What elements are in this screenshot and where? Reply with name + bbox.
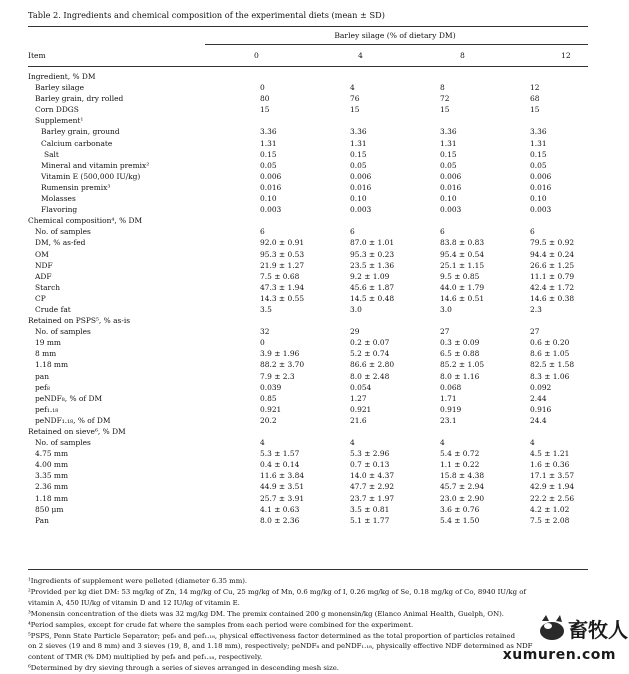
row-label: Vitamin E (500,000 IU/kg) [41,171,141,181]
row-label: 3.35 mm [35,471,69,481]
row-value: 7.9 ± 2.3 [260,371,295,381]
row-value: 25.1 ± 1.15 [440,260,485,270]
row-value: 95.3 ± 0.23 [350,249,395,259]
row-value: 14.6 ± 0.51 [440,293,485,303]
row-value: 86.6 ± 2.80 [350,360,395,370]
row-value: 0.6 ± 0.20 [530,338,570,348]
table-row [28,293,588,304]
row-value [318,215,408,226]
row-value: 0.016 [530,182,552,192]
footnote-line: ¹Ingredients of supplement were pelleted (diameter 6.35 mm). [28,577,248,585]
row-value: 80 [260,94,270,104]
row-value: 0.10 [260,194,277,204]
row-value: 0.016 [440,182,462,192]
row-value: 12 [530,83,540,93]
row-value: 26.6 ± 1.25 [530,260,575,270]
row-label: Crude fat [35,304,71,314]
row-value: 42.9 ± 1.94 [530,482,575,492]
row-value: 21.9 ± 1.27 [260,260,305,270]
table-row [28,404,588,415]
row-label: No. of samples [35,438,91,448]
row-value: 95.4 ± 0.54 [440,249,485,259]
row-value: 0.092 [530,382,552,392]
row-value: 3.6 ± 0.76 [440,504,480,514]
row-value: 15 [350,105,360,115]
row-value: 45.7 ± 2.94 [440,482,485,492]
table-row [28,149,588,160]
row-value: 27 [530,327,540,337]
row-value: 3.5 ± 0.81 [350,504,390,514]
row-value: 14.6 ± 0.38 [530,293,575,303]
row-value: 20.2 [260,415,277,425]
row-label: Barley silage [35,83,84,93]
footnote-line: content of TMR (% DM) multiplied by pef₈ and pef₁.₁₈, respectively. [28,653,263,662]
watermark-logo-icon [536,607,628,647]
row-value: 4 [350,83,355,93]
row-value: 4 [260,438,265,448]
row-value: 5.1 ± 1.77 [350,515,390,525]
row-value [408,215,498,226]
row-value: 87.0 ± 1.01 [350,238,395,248]
row-value: 0.016 [260,182,282,192]
row-label: No. of samples [35,227,91,237]
row-value: 95.3 ± 0.53 [260,249,305,259]
table-row [28,348,588,359]
row-value: 14.3 ± 0.55 [260,293,305,303]
row-label: Chemical composition⁴, % DM [28,216,143,226]
row-value: 24.4 [530,415,547,425]
row-label: 19 mm [35,338,61,348]
row-value: 1.27 [350,393,367,403]
row-value: 23.7 ± 1.97 [350,493,395,503]
row-value: 0.006 [350,171,372,181]
table-row [28,315,588,326]
row-label: Flavoring [41,205,78,215]
row-value: 4 [350,438,355,448]
row-label: Retained on PSPS⁵, % as-is [28,316,131,326]
table-row [28,515,588,526]
row-value: 17.1 ± 3.57 [530,471,575,481]
row-value [318,426,408,437]
table-row [28,249,588,260]
row-value: 5.2 ± 0.74 [350,349,390,359]
footnote-line: on 2 sieves (19 and 8 mm) and 3 sieves (19, 8, and 1.18 mm), respectively; peNDF₈ and peNDF₁.₁₈, physically effective NDF determined as NDF [28,642,533,651]
row-value [498,115,588,126]
table-row [28,115,588,126]
row-value: 4 [530,438,535,448]
watermark [482,607,628,669]
row-label: Barley grain, dry rolled [35,94,124,104]
row-value: 1.31 [350,138,367,148]
row-value: 8.6 ± 1.05 [530,349,570,359]
row-value: 0.068 [440,382,462,392]
row-value: 1.31 [440,138,457,148]
table-row [28,459,588,470]
row-value: 22.2 ± 2.56 [530,493,575,503]
row-value [408,115,498,126]
row-value: 0.916 [530,404,552,414]
footnote-line: ⁴Period samples, except for crude fat where the samples from each period were combined for the experiment. [28,620,414,629]
row-value [228,426,318,437]
row-value: 15 [440,105,450,115]
row-value: 0 [260,83,265,93]
row-label: Salt [44,149,59,159]
row-label: 850 μm [35,504,64,514]
row-value: 0.15 [260,149,277,159]
row-value [228,315,318,326]
table-row [28,193,588,204]
row-label: Supplement¹ [35,116,84,126]
row-label: Ingredient, % DM [28,72,96,81]
table-row [28,282,588,293]
table-row [28,504,588,515]
row-value: 5.4 ± 0.72 [440,449,480,459]
footnote-line: ⁵PSPS, Penn State Particle Separator; pef₈ and pef₁.₁₈, physical effectiveness factor determined as the total proportion of particles retained [28,631,515,640]
row-value [498,215,588,226]
group-rule [205,44,588,45]
row-label: pef₁.₁₈ [35,404,59,414]
row-value: 47.7 ± 2.92 [350,482,395,492]
row-value [408,315,498,326]
row-value [498,426,588,437]
row-value: 21.6 [350,415,367,425]
row-value: 0.10 [530,194,547,204]
row-value: 6 [350,227,355,237]
svg-text:畜牧人: 畜牧人 [568,618,628,642]
row-label: NDF [35,260,53,270]
footnote-line: ⁶Determined by dry sieving through a series of sieves arranged in descending mesh size. [28,664,339,673]
row-value: 0.15 [440,149,457,159]
row-value: 8.0 ± 2.48 [350,371,390,381]
table-row [28,215,588,226]
table-row [28,304,588,315]
watermark-text: xumuren.com [502,647,616,663]
footnote-line: ²Provided per kg diet DM: 53 mg/kg of Zn, 14 mg/kg of Cu, 25 mg/kg of Mn, 0.6 mg/kg of I, 0.26 mg/kg of Se, 0.18 mg/kg of Co, 8940 IU/kg of [28,587,526,596]
table-row [28,271,588,282]
row-value: 4.2 ± 1.02 [530,504,570,514]
row-value: 0.919 [440,404,462,414]
item-header: Item [28,51,46,60]
row-value: 3.0 [440,304,452,314]
table-row [28,393,588,404]
row-value: 8 [440,83,445,93]
row-value: 45.6 ± 1.87 [350,282,395,292]
table-row [28,126,588,137]
row-value: 0.3 ± 0.09 [440,338,480,348]
table-row [28,470,588,481]
row-value [318,315,408,326]
table-row [28,82,588,93]
row-value: 2.44 [530,393,547,403]
row-value: 3.9 ± 1.96 [260,349,300,359]
row-value [408,71,498,82]
table-row [28,182,588,193]
table-row [28,326,588,337]
table-row [28,382,588,393]
row-value: 1.1 ± 0.22 [440,460,480,470]
table-title: Table 2. Ingredients and chemical composition of the experimental diets (mean ± SD) [28,10,385,20]
row-label: peNDF₈, % of DM [35,393,103,403]
row-value: 0.4 ± 0.14 [260,460,300,470]
row-value [228,71,318,82]
row-value: 0.7 ± 0.13 [350,460,390,470]
row-value: 0.006 [260,171,282,181]
row-value: 0.003 [530,205,552,215]
row-label: Barley grain, ground [41,127,120,137]
row-value: 25.7 ± 3.91 [260,493,305,503]
row-value [228,215,318,226]
table-row [28,337,588,348]
row-label: OM [35,249,49,259]
row-value: 42.4 ± 1.72 [530,282,575,292]
row-value: 7.5 ± 0.68 [260,271,300,281]
row-value: 0.2 ± 0.07 [350,338,390,348]
row-value: 0.016 [350,182,372,192]
table-row [28,160,588,171]
row-value: 2.3 [530,304,542,314]
row-value: 0.05 [440,160,457,170]
row-value: 6 [260,227,265,237]
row-value: 0.10 [350,194,367,204]
row-value: 1.31 [530,138,547,148]
row-value: 0 [260,338,265,348]
table-row [28,448,588,459]
row-value: 0.006 [530,171,552,181]
row-value: 0.05 [350,160,367,170]
table-row [28,481,588,492]
row-value: 15 [530,105,540,115]
table-row [28,359,588,370]
row-value: 1.71 [440,393,457,403]
table-row [28,260,588,271]
row-value: 6.5 ± 0.88 [440,349,480,359]
top-rule [28,26,588,27]
row-value: 6 [530,227,535,237]
row-label: 1.18 mm [35,360,69,370]
row-label: Rumensin premix³ [41,182,111,192]
row-label: Molasses [41,194,76,204]
row-value: 27 [440,327,450,337]
row-label: Corn DDGS [35,105,79,115]
row-label: ADF [35,271,52,281]
row-label: Pan [35,515,49,525]
row-value: 9.2 ± 1.09 [350,271,390,281]
row-value: 32 [260,327,270,337]
row-value: 0.006 [440,171,462,181]
row-value: 5.3 ± 2.96 [350,449,390,459]
table-row [28,426,588,437]
row-value: 15 [260,105,270,115]
row-value: 0.921 [350,404,372,414]
row-value: 4.1 ± 0.63 [260,504,300,514]
row-label: 4.00 mm [35,460,69,470]
row-value [498,315,588,326]
table-row [28,237,588,248]
row-value: 0.15 [350,149,367,159]
row-value: 8.0 ± 2.36 [260,515,300,525]
row-value: 47.3 ± 1.94 [260,282,305,292]
row-value: 9.5 ± 0.85 [440,271,480,281]
row-label: 4.75 mm [35,449,69,459]
row-value: 0.05 [530,160,547,170]
row-value: 23.1 [440,415,457,425]
table-row [28,104,588,115]
row-value [318,71,408,82]
table-row [28,171,588,182]
row-value: 3.36 [260,127,277,137]
footnote-line: vitamin A, 450 IU/kg of vitamin D and 12 IU/kg of vitamin E. [28,598,240,607]
row-label: Retained on sieve⁶, % DM [28,427,126,436]
row-value: 79.5 ± 0.92 [530,238,575,248]
row-value: 1.6 ± 0.36 [530,460,570,470]
row-value [228,115,318,126]
row-label: 1.18 mm [35,493,69,503]
row-value [498,71,588,82]
table-body [28,71,588,526]
row-label: Starch [35,282,61,292]
row-value: 3.36 [530,127,547,137]
row-value: 0.15 [530,149,547,159]
row-value: 0.039 [260,382,282,392]
row-value: 72 [440,94,450,104]
table-row [28,138,588,149]
row-label: pan [35,371,49,381]
row-value: 85.2 ± 1.05 [440,360,485,370]
footnote-line: ³Monensin concentration of the diets was 32 mg/kg DM. The premix contained 200 g monensin/kg (Elanco Animal Health, Guelph, ON). [28,609,504,618]
row-value: 6 [440,227,445,237]
row-value: 15.8 ± 4.38 [440,471,485,481]
header-rule [28,66,588,67]
row-value: 3.5 [260,304,272,314]
row-value: 8.0 ± 1.16 [440,371,480,381]
row-value: 76 [350,94,360,104]
row-value: 4 [440,438,445,448]
row-value: 11.6 ± 3.84 [260,471,305,481]
row-value: 94.4 ± 0.24 [530,249,575,259]
row-value: 92.0 ± 0.91 [260,238,305,248]
table-row [28,493,588,504]
table-row [28,93,588,104]
row-value: 0.85 [260,393,277,403]
row-value: 29 [350,327,360,337]
row-value: 68 [530,94,540,104]
column-header-4: 4 [358,51,363,60]
row-label: Calcium carbonate [41,138,113,148]
row-label: peNDF₁.₁₈, % of DM [35,415,111,425]
row-value: 0.003 [260,205,282,215]
table-row [28,226,588,237]
row-value [318,115,408,126]
row-value: 7.5 ± 2.08 [530,515,570,525]
column-header-8: 8 [460,51,465,60]
row-value: 1.31 [260,138,277,148]
row-value: 0.921 [260,404,282,414]
row-value: 88.2 ± 3.70 [260,360,305,370]
column-group-header: Barley silage (% of dietary DM) [334,31,456,40]
row-value: 3.0 [350,304,362,314]
row-value: 0.003 [440,205,462,215]
row-value: 5.4 ± 1.50 [440,515,480,525]
row-value: 23.0 ± 2.90 [440,493,485,503]
row-label: No. of samples [35,327,91,337]
row-value: 5.3 ± 1.57 [260,449,300,459]
row-value: 3.36 [350,127,367,137]
row-label: DM, % as-fed [35,238,86,248]
row-value: 23.5 ± 1.36 [350,260,395,270]
row-label: 2.36 mm [35,482,69,492]
row-value: 83.8 ± 0.83 [440,238,485,248]
row-value: 14.0 ± 4.37 [350,471,395,481]
data-table [28,71,588,526]
row-value: 8.3 ± 1.06 [530,371,570,381]
row-value: 4.5 ± 1.21 [530,449,570,459]
row-value: 44.9 ± 3.51 [260,482,305,492]
row-value: 11.1 ± 0.79 [530,271,575,281]
row-label: 8 mm [35,349,57,359]
row-value: 0.003 [350,205,372,215]
row-label: CP [35,293,46,303]
table-row [28,371,588,382]
row-value: 14.5 ± 0.48 [350,293,395,303]
table-row [28,437,588,448]
row-value [408,426,498,437]
row-label: Mineral and vitamin premix² [41,160,150,170]
column-header-12: 12 [561,51,571,60]
row-label: pef₈ [35,382,50,392]
table-row [28,415,588,426]
bottom-rule [28,569,588,570]
row-value: 0.10 [440,194,457,204]
table-row [28,71,588,82]
row-value: 82.5 ± 1.58 [530,360,575,370]
row-value: 0.054 [350,382,372,392]
row-value: 0.05 [260,160,277,170]
row-value: 44.0 ± 1.79 [440,282,485,292]
row-value: 3.36 [440,127,457,137]
table-row [28,204,588,215]
column-header-0: 0 [254,51,259,60]
